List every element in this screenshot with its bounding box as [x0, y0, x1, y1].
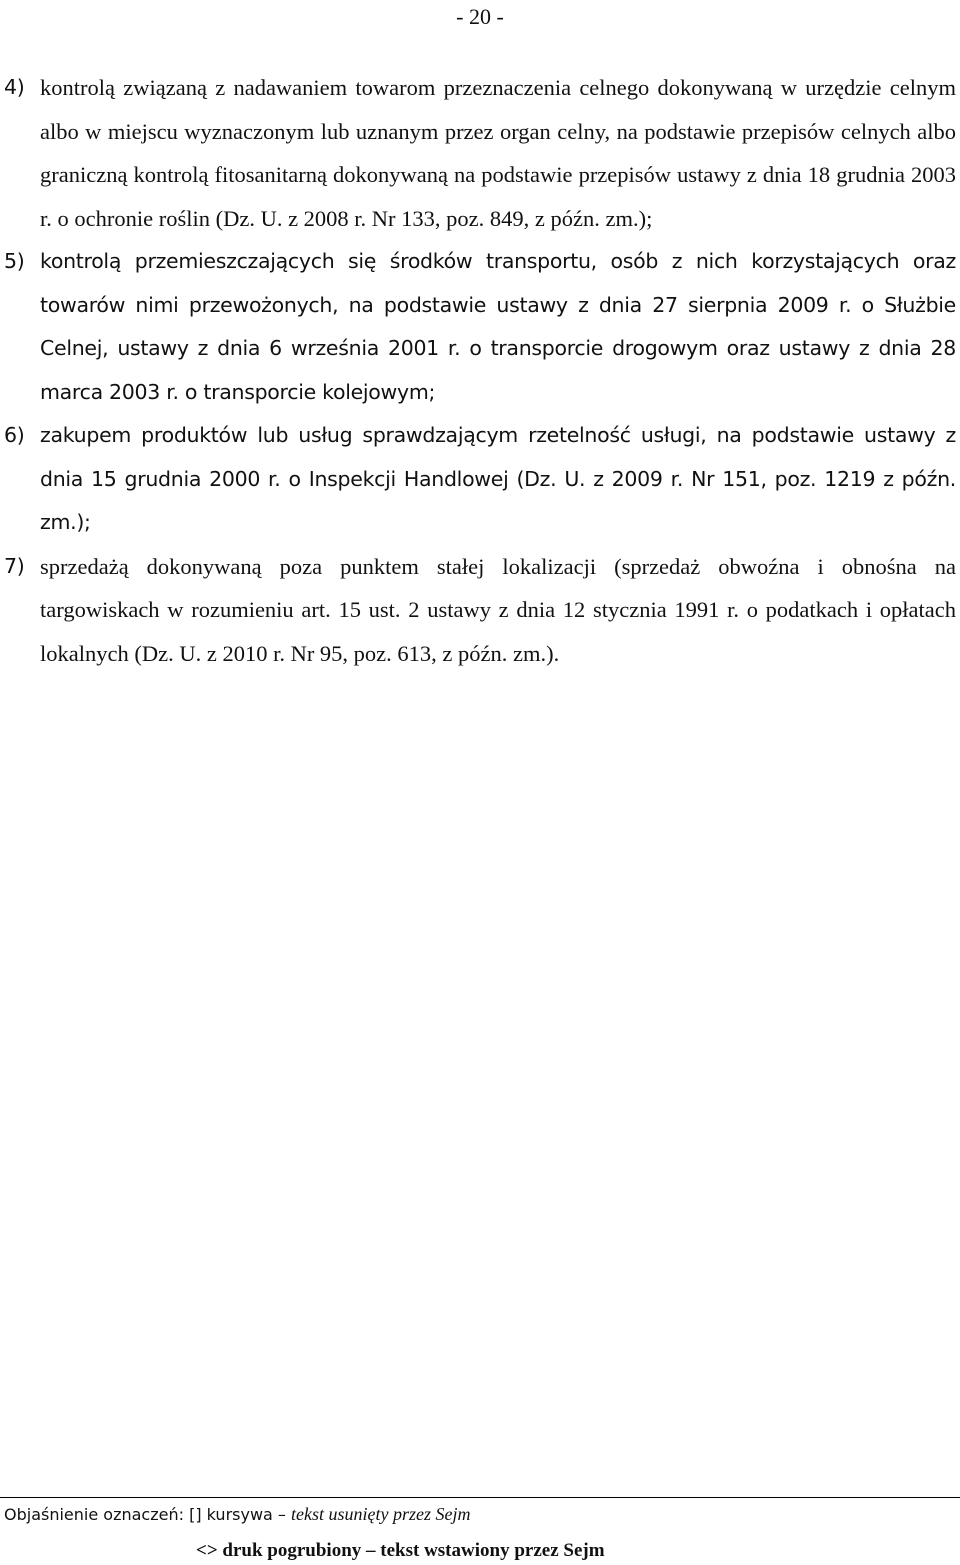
legend-italic-marker: [] kursywa –: [189, 1505, 286, 1524]
page-number: - 20 -: [456, 4, 504, 29]
document-body: [4, 66, 956, 675]
list-item-5: [4, 240, 956, 414]
list-item-number: 4): [4, 75, 25, 99]
list-item-text: kontrolą przemieszczających się środków transportu, osób z nich korzystających oraz towarów nimi przewożonych, na podstawie ustawy z dnia 27 sierpnia 2009 r. o Służbie Celnej, ustawy z dnia 6 września 2001 r. o transporcie drogowym oraz ustawy z dnia 28 marca 2003 r. o transporcie kolejowym;: [40, 249, 956, 404]
legend-italic-line: [4, 1503, 470, 1526]
footer-divider: [0, 1497, 960, 1498]
list-item-number: 7): [4, 553, 25, 578]
list-item-7: [4, 545, 956, 676]
list-item-number: 5): [4, 249, 25, 273]
list-item-6: [4, 414, 956, 545]
legend-label: Objaśnienie oznaczeń:: [4, 1505, 184, 1524]
list-item-4: [4, 66, 956, 240]
list-item-text: zakupem produktów lub usług sprawdzającym rzetelność usługi, na podstawie ustawy z dnia 15 grudnia 2000 r. o Inspekcji Handlowej (Dz. U. z 2009 r. Nr 151, poz. 1219 z późn. zm.);: [40, 423, 956, 534]
list-item-text: sprzedażą dokonywaną poza punktem stałej lokalizacji (sprzedaż obwoźna i obnośna na targowiskach w rozumieniu art. 15 ust. 2 ustawy z dnia 12 stycznia 1991 r. o podatkach i opłatach lokalnych (Dz. U. z 2010 r. Nr 95, poz. 613, z późn. zm.).: [40, 553, 956, 666]
legend-italic-description: tekst usunięty przez Sejm: [291, 1504, 471, 1524]
list-item-number: 6): [4, 423, 25, 447]
legend-bold-line: <> druk pogrubiony – tekst wstawiony przez Sejm: [196, 1540, 605, 1561]
list-item-text: kontrolą związaną z nadawaniem towarom przeznaczenia celnego dokonywaną w urzędzie celnym albo w miejscu wyznaczonym lub uznanym przez organ celny, na podstawie przepisów celnych albo graniczną kontrolą fitosanitarną dokonywaną na podstawie przepisów ustawy z dnia 18 grudnia 2003 r. o ochronie roślin (Dz. U. z 2008 r. Nr 133, poz. 849, z późn. zm.);: [40, 75, 956, 231]
